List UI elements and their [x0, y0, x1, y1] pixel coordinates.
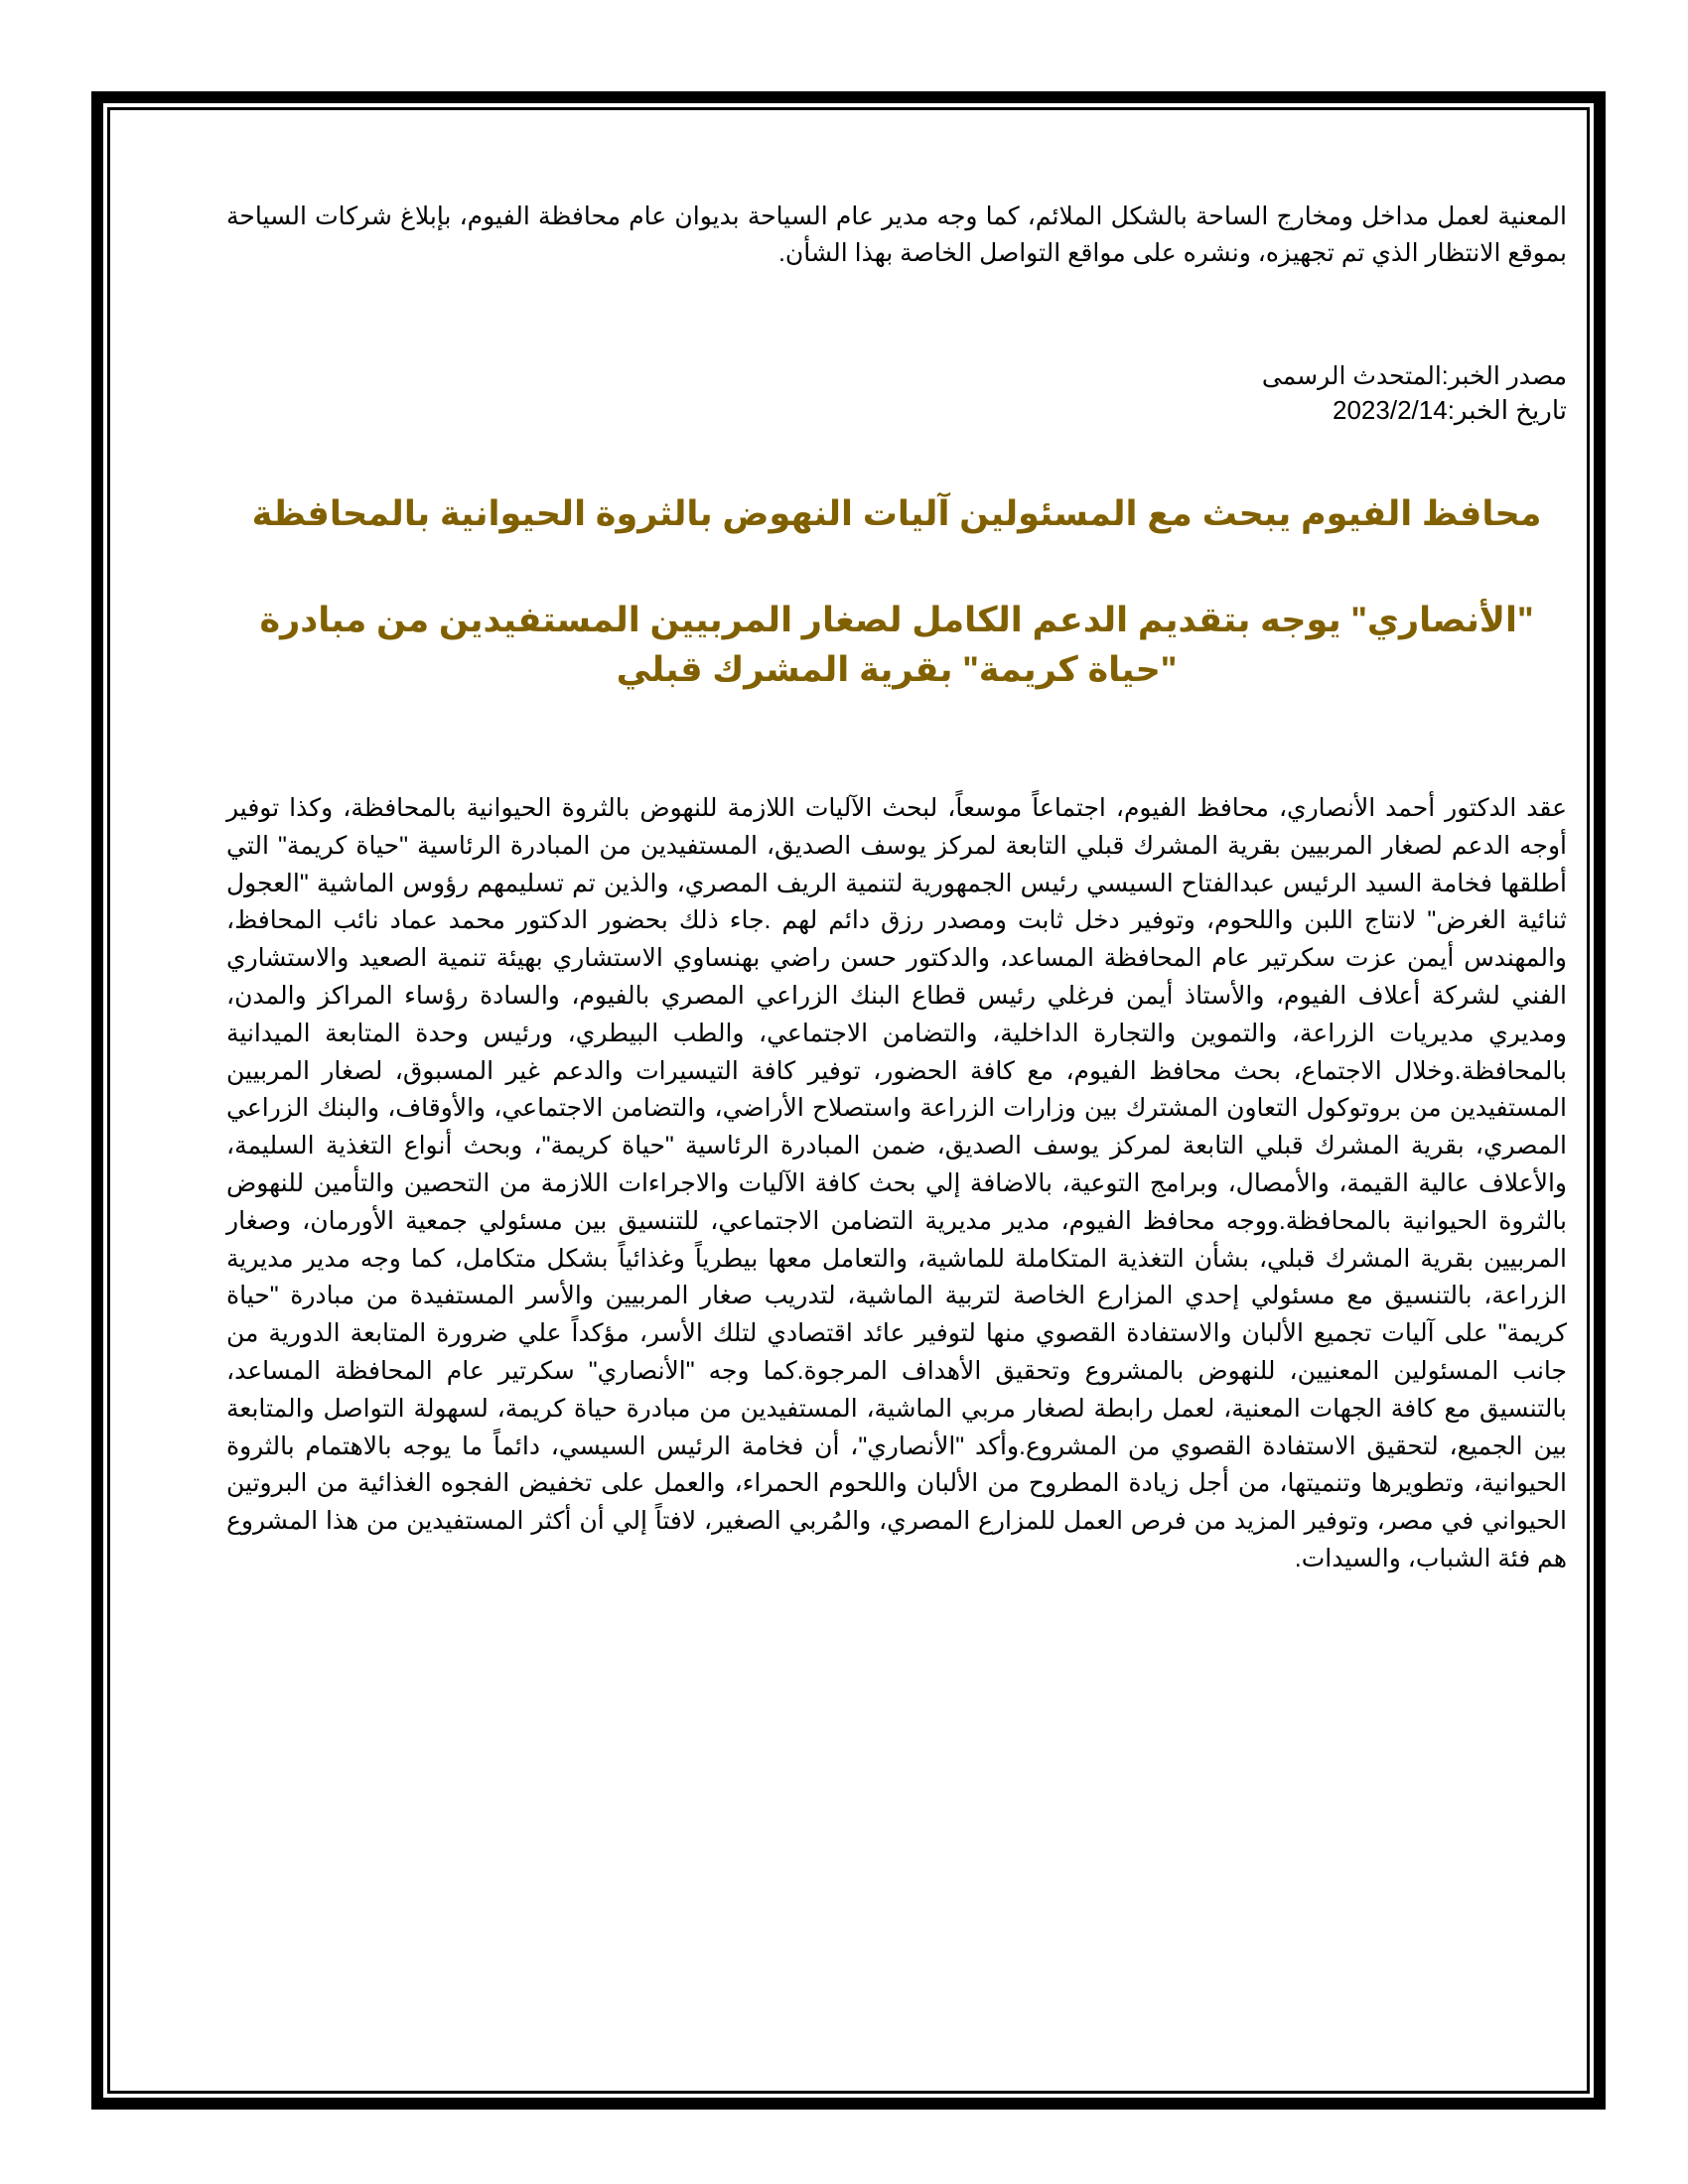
news-source	[226, 359, 1567, 393]
intro-paragraph: المعنية لعمل مداخل ومخارج الساحة بالشكل الملائم، كما وجه مدير عام السياحة بديوان عام محافظة الفيوم، بإبلاغ شركات السياحة بموقع الانتظار الذي تم تجهيزه، ونشره على مواقع التواصل الخاصة بهذا الشأن.	[226, 203, 1567, 267]
news-date	[226, 393, 1567, 427]
news-date-value: 2023/2/14	[1333, 395, 1448, 425]
news-source-label: مصدر الخبر:	[1441, 362, 1567, 390]
article-title: محافظ الفيوم يبحث مع المسئولين آليات النهوض بالثروة الحيوانية بالمحافظة	[251, 494, 1542, 533]
article-body: عقد الدكتور أحمد الأنصاري، محافظ الفيوم، اجتماعاً موسعاً، لبحث الآليات اللازمة للنهوض بالثروة الحيوانية بالمحافظة، وكذا توفير أوجه الدعم لصغار المربيين بقرية المشرك قبلي التابعة لمركز يوسف الصديق، المستفيدين من المبادرة الرئاسية "حياة كريمة" التي أطلقها فخامة السيد الرئيس عبدالفتاح السيسي رئيس الجمهورية لتنمية الريف المصري، والذين تم تسليمهم رؤوس الماشية "العجول ثنائية الغرض" لانتاج اللبن واللحوم، وتوفير دخل ثابت ومصدر رزق دائم لهم .جاء ذلك بحضور الدكتور محمد عماد نائب المحافظ، والمهندس أيمن عزت سكرتير عام المحافظة المساعد، والدكتور حسن راضي بهنساوي الاستشاري بهيئة تنمية الصعيد والاستشاري الفني لشركة أعلاف الفيوم، والأستاذ أيمن فرغلي رئيس قطاع البنك الزراعي المصري بالفيوم، والسادة رؤساء المراكز والمدن، ومديري مديريات الزراعة، والتموين والتجارة الداخلية، والتضامن الاجتماعي، والطب البيطري، ورئيس وحدة المتابعة الميدانية بالمحافظة.وخلال الاجتماع، بحث محافظ الفيوم، مع كافة الحضور، توفير كافة التيسيرات والدعم غير المسبوق، لصغار المربيين المستفيدين من بروتوكول التعاون المشترك بين وزارات الزراعة واستصلاح الأراضي، والتضامن الاجتماعي، والأوقاف، والبنك الزراعي المصري، بقرية المشرك قبلي التابعة لمركز يوسف الصديق، ضمن المبادرة الرئاسية "حياة كريمة"، وبحث أنواع التغذية السليمة، والأعلاف عالية القيمة، والأمصال، وبرامج التوعية، بالاضافة إلي بحث كافة الآليات والاجراءات اللازمة من التحصين والتأمين للنهوض بالثروة الحيوانية بالمحافظة.ووجه محافظ الفيوم، مدير مديرية التضامن الاجتماعي، للتنسيق بين مسئولي جمعية الأورمان، وصغار المربيين بقرية المشرك قبلي، بشأن التغذية المتكاملة للماشية، والتعامل معها بيطرياً وغذائياً بشكل متكامل، كما وجه مدير مديرية الزراعة، بالتنسيق مع مسئولي إحدي المزارع الخاصة لتربية الماشية، لتدريب صغار المربيين والأسر المستفيدة من مبادرة "حياة كريمة" على آليات تجميع الألبان والاستفادة القصوي منها لتوفير عائد اقتصادي لتلك الأسر، مؤكداً علي ضرورة المتابعة الدورية من جانب المسئولين المعنيين، للنهوض بالمشروع وتحقيق الأهداف المرجوة.كما وجه "الأنصاري" سكرتير عام المحافظة المساعد، بالتنسيق مع كافة الجهات المعنية، لعمل رابطة لصغار مربي الماشية، المستفيدين من مبادرة حياة كريمة، لسهولة التواصل والمتابعة بين الجميع، لتحقيق الاستفادة القصوي من المشروع.وأكد "الأنصاري"، أن فخامة الرئيس السيسي، دائماً ما يوجه بالاهتمام بالثروة الحيوانية، وتطويرها وتنميتها، من أجل زيادة المطروح من الألبان واللحوم الحمراء، والعمل على تخفيض الفجوه الغذائية من البروتين الحيواني في مصر، وتوفير المزيد من فرص العمل للمزارع المصري، والمُربي الصغير، لافتاً إلي أن أكثر المستفيدين من هذا المشروع هم فئة الشباب، والسيدات.	[226, 794, 1567, 1572]
news-date-label: تاريخ الخبر:	[1447, 395, 1567, 425]
news-source-value: المتحدث الرسمى	[1261, 362, 1442, 390]
article-subtitle: "الأنصاري" يوجه بتقديم الدعم الكامل لصغار المربيين المستفيدين من مبادرة "حياة كريمة" بقرية المشرك قبلي	[259, 601, 1534, 689]
document-content	[226, 199, 1567, 1603]
news-meta	[226, 359, 1567, 427]
